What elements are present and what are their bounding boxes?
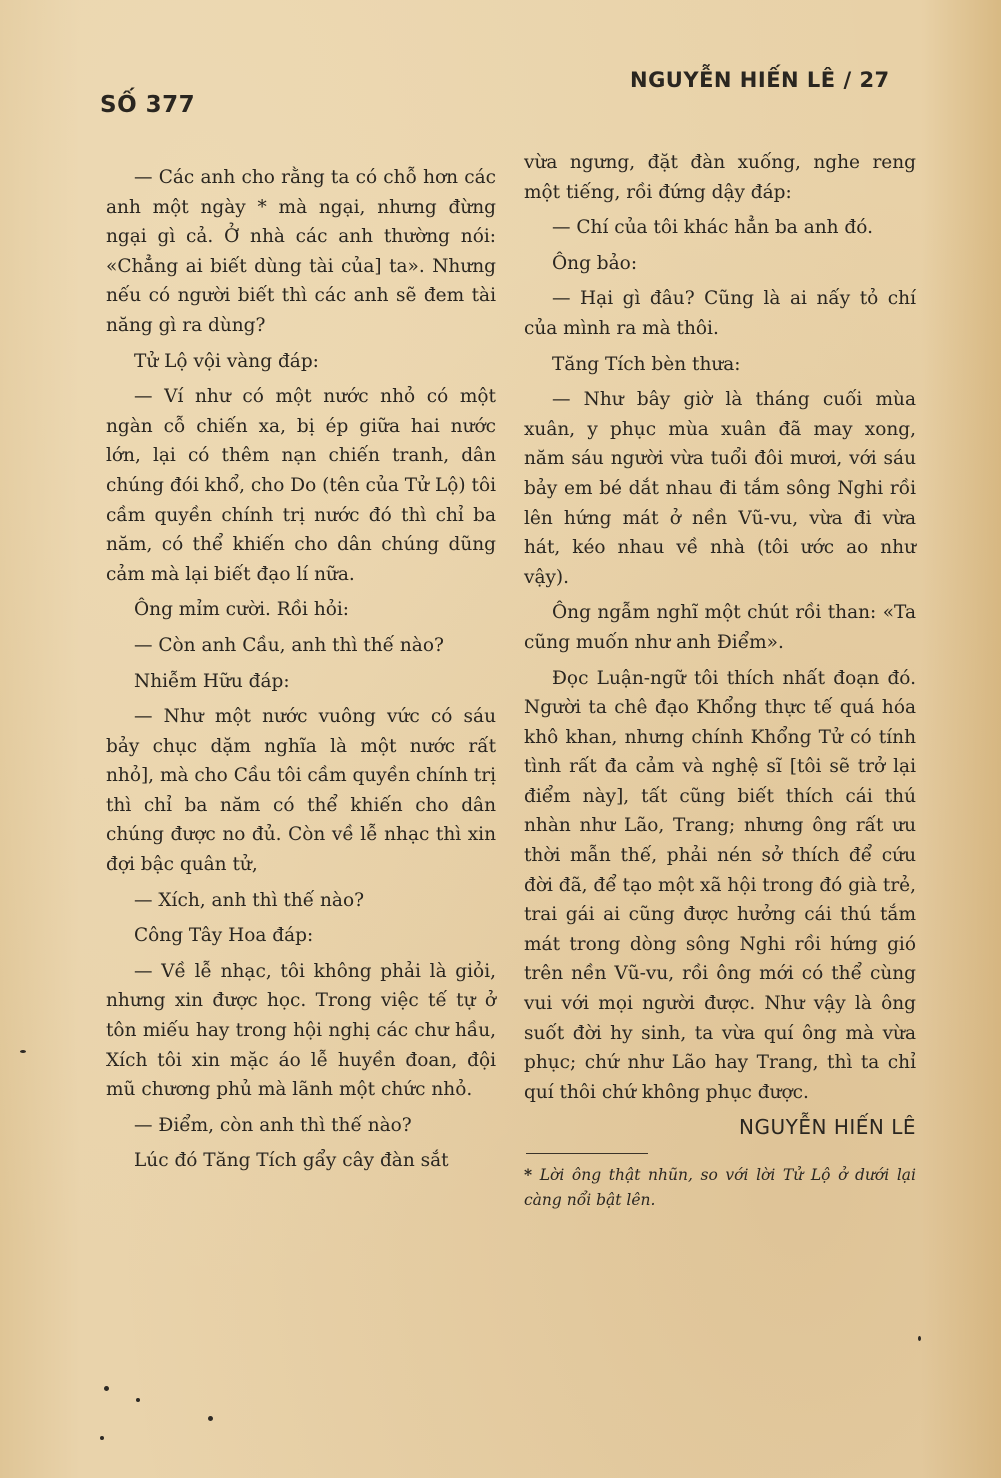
issue-number: SỐ 377 [100, 92, 196, 118]
paragraph: — Xích, anh thì thế nào? [134, 889, 365, 911]
paragraph: vừa ngưng, đặt đàn xuống, nghe reng một tiếng, rồi đứng dậy đáp: [524, 152, 916, 203]
paragraph: Ông ngẫm nghĩ một chút rồi than: «Ta cũng muốn như anh Điểm». [524, 602, 916, 653]
footnote-mark: * [524, 1165, 533, 1184]
footnote [524, 1162, 916, 1213]
speck [208, 1416, 213, 1421]
paragraph: Tăng Tích bèn thưa: [552, 353, 741, 375]
speck [100, 1436, 104, 1440]
right-column [524, 148, 916, 1219]
paragraph: Đọc Luận-ngữ tôi thích nhất đoạn đó. Người ta chê đạo Khổng thực tế quá hóa khô khan, nhưng chính Khổng Tử có tính tình rất đa cảm và nghệ sĩ [tôi sẽ trở lại điểm này], tất cũng biết thích cái thú nhàn như Lão, Trang; nhưng ông rất ưu thời mẫn thế, phải nén sở thích để cứu đời đã, để tạo một xã hội trong đó già trẻ, trai gái ai cũng được hưởng cái thú tắm mát trong dòng sông Nghi rồi hứng gió trên nền Vũ-vu, rồi ông mới có thể cùng vui với mọi người được. Như vậy là ông suốt đời hy sinh, ta vừa quí ông mà vừa phục; chứ như Lão hay Trang, thì ta chỉ quí thôi chứ không phục được. [524, 667, 916, 1103]
running-title: NGUYỄN HIẾN LÊ / 27 [630, 68, 890, 92]
left-column [106, 163, 496, 1182]
paragraph: Lúc đó Tăng Tích gẩy cây đàn sắt [134, 1150, 449, 1172]
paragraph: — Ví như có một nước nhỏ có một ngàn cỗ chiến xa, bị ép giữa hai nước lớn, lại có thêm nạn chiến tranh, dân chúng đói khổ, cho Do (tên của Tử Lộ) tôi cầm quyền chính trị nước đó thì chỉ ba năm, có thể khiến cho dân chúng dũng cảm mà lại biết đạo lí nữa. [106, 386, 496, 585]
speck [136, 1398, 140, 1402]
speck [20, 1050, 26, 1053]
paragraph: — Chí của tôi khác hẳn ba anh đó. [552, 217, 873, 239]
paragraph: Ông mỉm cười. Rồi hỏi: [134, 599, 350, 621]
paragraph: — Hại gì đâu? Cũng là ai nấy tỏ chí của mình ra mà thôi. [524, 288, 916, 339]
paragraph: Ông bảo: [552, 252, 638, 274]
paragraph: — Về lễ nhạc, tôi không phải là giỏi, nhưng xin được học. Trong việc tế tự ở tôn miếu hay trong hội nghị các chư hầu, Xích tôi xin mặc áo lễ huyền đoan, đội mũ chương phủ mà lãnh một chức nhỏ. [106, 960, 496, 1101]
paragraph: Tử Lộ vội vàng đáp: [134, 350, 319, 372]
footnote-divider [526, 1153, 648, 1154]
footnote-text: Lời ông thật nhũn, so với lời Tử Lộ ở dưới lại càng nổi bật lên. [524, 1166, 916, 1209]
speck [104, 1386, 109, 1391]
paragraph: Nhiễm Hữu đáp: [134, 670, 290, 692]
speck [918, 1336, 921, 1341]
paragraph: — Điểm, còn anh thì thế nào? [134, 1114, 412, 1136]
paragraph: — Như bây giờ là tháng cuối mùa xuân, y phục mùa xuân đã may xong, năm sáu người vừa tuổi đôi mươi, với sáu bảy em bé dắt nhau đi tắm sông Nghi rồi lên hứng mát ở nền Vũ-vu, vừa đi vừa hát, kéo nhau về nhà (tôi ước ao như vậy). [524, 389, 916, 588]
paragraph: — Còn anh Cầu, anh thì thế nào? [134, 634, 444, 656]
paragraph: — Các anh cho rằng ta có chỗ hơn các anh một ngày * mà ngại, nhưng đừng ngại gì cả. Ở nhà các anh thường nói: «Chẳng ai biết dùng tài của] ta». Nhưng nếu có người biết thì các anh sẽ đem tài năng gì ra dùng? [106, 167, 496, 336]
author-signature: NGUYỄN HIẾN LÊ [739, 1115, 916, 1140]
paragraph: Công Tây Hoa đáp: [134, 925, 314, 947]
paragraph: — Như một nước vuông vức có sáu bảy chục dặm nghĩa là một nước rất nhỏ], mà cho Cầu tôi cầm quyền chính trị thì chỉ ba năm có thể khiến cho dân chúng được no đủ. Còn về lễ nhạc thì xin đợi bậc quân tử, [106, 706, 496, 876]
